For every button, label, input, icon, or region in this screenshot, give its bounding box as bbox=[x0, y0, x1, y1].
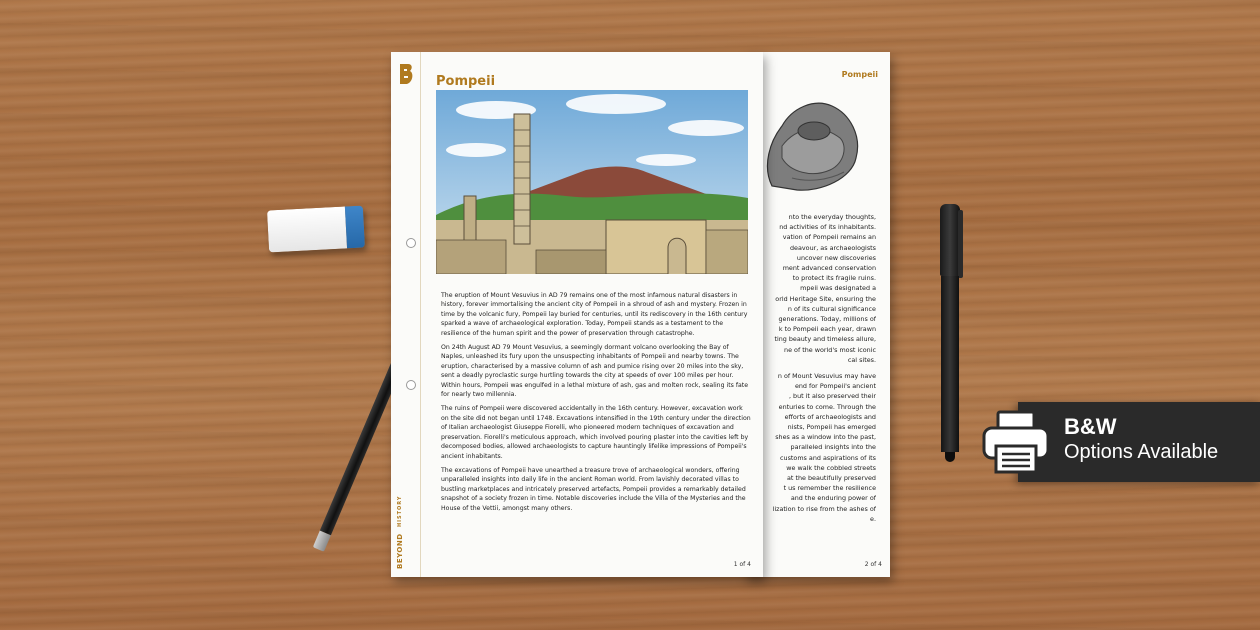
eraser bbox=[267, 206, 365, 253]
pen-cap bbox=[940, 204, 960, 276]
paragraph-3: The ruins of Pompeii were discovered accidentally in the 16th century. However, excavation work on the site did not began until 1748. Excavations intensified in the 19th century under the direction of Italian archaeologist Giuseppe Fiorelli, who pioneered modern techniques of excavation and preservation. Fiorelli's meticulous approach, which involved pouring plaster into the cavities left by decomposed bodies, allowed archaeologists to capture hauntingly lifelike impressions of Pompeii's ancient inhabitants. bbox=[441, 405, 751, 460]
printer-icon bbox=[982, 410, 1050, 474]
page-2-text-line: nists, Pompeii has emerged bbox=[787, 423, 876, 432]
bw-options-banner bbox=[1018, 402, 1260, 482]
brand-sub: HISTORY bbox=[397, 495, 403, 528]
eraser-white bbox=[267, 206, 347, 252]
brand-wordmark bbox=[396, 496, 404, 569]
page-2-text-line: at the beautifully preserved bbox=[786, 474, 876, 483]
page-1-number: 1 of 4 bbox=[733, 561, 751, 568]
page-2-text-line: deavour, as archaeologists bbox=[789, 243, 876, 252]
page-2-text-line: mpeii was designated a bbox=[800, 284, 876, 293]
page-2-text-line: ment advanced conservation bbox=[782, 264, 876, 273]
page-2-text-block-1 bbox=[744, 212, 876, 365]
pen-barrel bbox=[941, 276, 959, 452]
pen-nib bbox=[945, 452, 955, 462]
brand-name: BEYOND bbox=[396, 533, 404, 569]
page-2-text-line: ne of the world's most iconic bbox=[784, 345, 876, 354]
page-2-text-line: e. bbox=[870, 514, 876, 523]
pen-clip bbox=[958, 210, 963, 278]
page-2-text-line: lization to rise from the ashes of bbox=[772, 504, 876, 513]
page-2-text-line: vation of Pompeii remains an bbox=[782, 233, 876, 242]
paragraph-4: The excavations of Pompeii have unearthed a treasure trove of archaeological wonders, offering unparalleled insights into daily life in the ancient Roman world. From lavishly decorated villas to bustling marketplaces and intricately preserved artefacts, Pompeii provides a remarkably detailed snapshot of a society frozen in time. Notable discoveries include the Villa of the Mysteries and the House of the Vettii, amongst many others. bbox=[441, 466, 746, 512]
page-2-text-line: paralleled insights into the bbox=[790, 443, 876, 452]
bw-banner-text bbox=[1064, 414, 1218, 464]
page-2-text-line: we walk the cobbled streets bbox=[786, 463, 876, 472]
eraser-sleeve bbox=[345, 206, 365, 249]
page-2-number: 2 of 4 bbox=[864, 561, 882, 568]
paragraph-1: The eruption of Mount Vesuvius in AD 79 remains one of the most infamous natural disasters in history, forever immortalising the ancient city of Pompeii in a shroud of ash and mystery. Frozen in time by the volcanic fury, Pompeii lay buried for centuries, until its rediscovery in the 16th century sparked a wave of archaeological exploration. Today, Pompeii stands as a testament to the resilience of the human spirit and the power of preservation through catastrophe. bbox=[441, 292, 748, 337]
page-2-text-line: cal sites. bbox=[847, 355, 876, 364]
page-2-text-line: end for Pompeii's ancient bbox=[794, 382, 876, 391]
punch-hole-bottom bbox=[406, 380, 416, 390]
page-2-text-line: k to Pompeii each year, drawn bbox=[778, 325, 876, 334]
page-2-text-line: generations. Today, millions of bbox=[778, 315, 876, 324]
punch-hole-top bbox=[406, 238, 416, 248]
rock-cast-illustration bbox=[752, 86, 864, 198]
page-2-text-line: orld Heritage Site, ensuring the bbox=[775, 294, 876, 303]
page-1-side-strip bbox=[391, 52, 421, 577]
page-2-text-line: uncover new discoveries bbox=[796, 253, 876, 262]
page-2-text-line: nto the everyday thoughts, bbox=[788, 213, 876, 221]
page-2-text-line: enturies to come. Through the bbox=[778, 402, 876, 411]
page-2-text-block-2 bbox=[744, 371, 876, 524]
pen bbox=[940, 204, 962, 462]
page-2-text-line: customs and aspirations of its bbox=[780, 453, 876, 462]
page-2-text-line: and the enduring power of bbox=[790, 494, 876, 503]
worksheet-page-1 bbox=[391, 52, 763, 577]
page-2-text-line: ting beauty and timeless allure, bbox=[774, 335, 876, 344]
beyond-logo-icon bbox=[397, 62, 415, 86]
page-2-text-line: to protect its fragile ruins. bbox=[792, 274, 876, 283]
page-2-text-line: , but it also preserved their bbox=[788, 392, 876, 401]
page-2-text-line: nd activities of its inhabitants. bbox=[779, 223, 876, 232]
page-1-text bbox=[441, 291, 751, 518]
page-2-text-line: n of its cultural significance bbox=[787, 304, 876, 313]
pompeii-illustration bbox=[436, 90, 748, 274]
page-2-text bbox=[744, 212, 876, 524]
bw-title: B&W bbox=[1064, 414, 1117, 439]
page-2-text-line: n of Mount Vesuvius may have bbox=[777, 372, 876, 381]
bw-subtitle: Options Available bbox=[1064, 441, 1219, 463]
page-2-title: Pompeii bbox=[841, 70, 878, 79]
page-2-text-line: shes as a window into the past, bbox=[775, 433, 876, 442]
paragraph-2: On 24th August AD 79 Mount Vesuvius, a seemingly dormant volcano overlooking the Bay of Naples, unleashed its fury upon the unsuspecting inhabitants of Pompeii and nearby towns. The eruption, characterised by a massive column of ash and pumice rising over 20 miles into the sky, sent a deadly pyroclastic surge hurtling towards the city at speeds of over 100 miles per hour. Within hours, Pompeii was engulfed in a lethal mixture of ash, gas and molten rock, sealing its fate for nearly two millennia. bbox=[441, 344, 749, 399]
page-1-title: Pompeii bbox=[436, 74, 496, 89]
page-2-text-line: efforts of archaeologists and bbox=[784, 412, 876, 421]
page-2-text-line: t us remember the resilience bbox=[783, 484, 876, 493]
worksheet-page-2 bbox=[744, 52, 890, 577]
